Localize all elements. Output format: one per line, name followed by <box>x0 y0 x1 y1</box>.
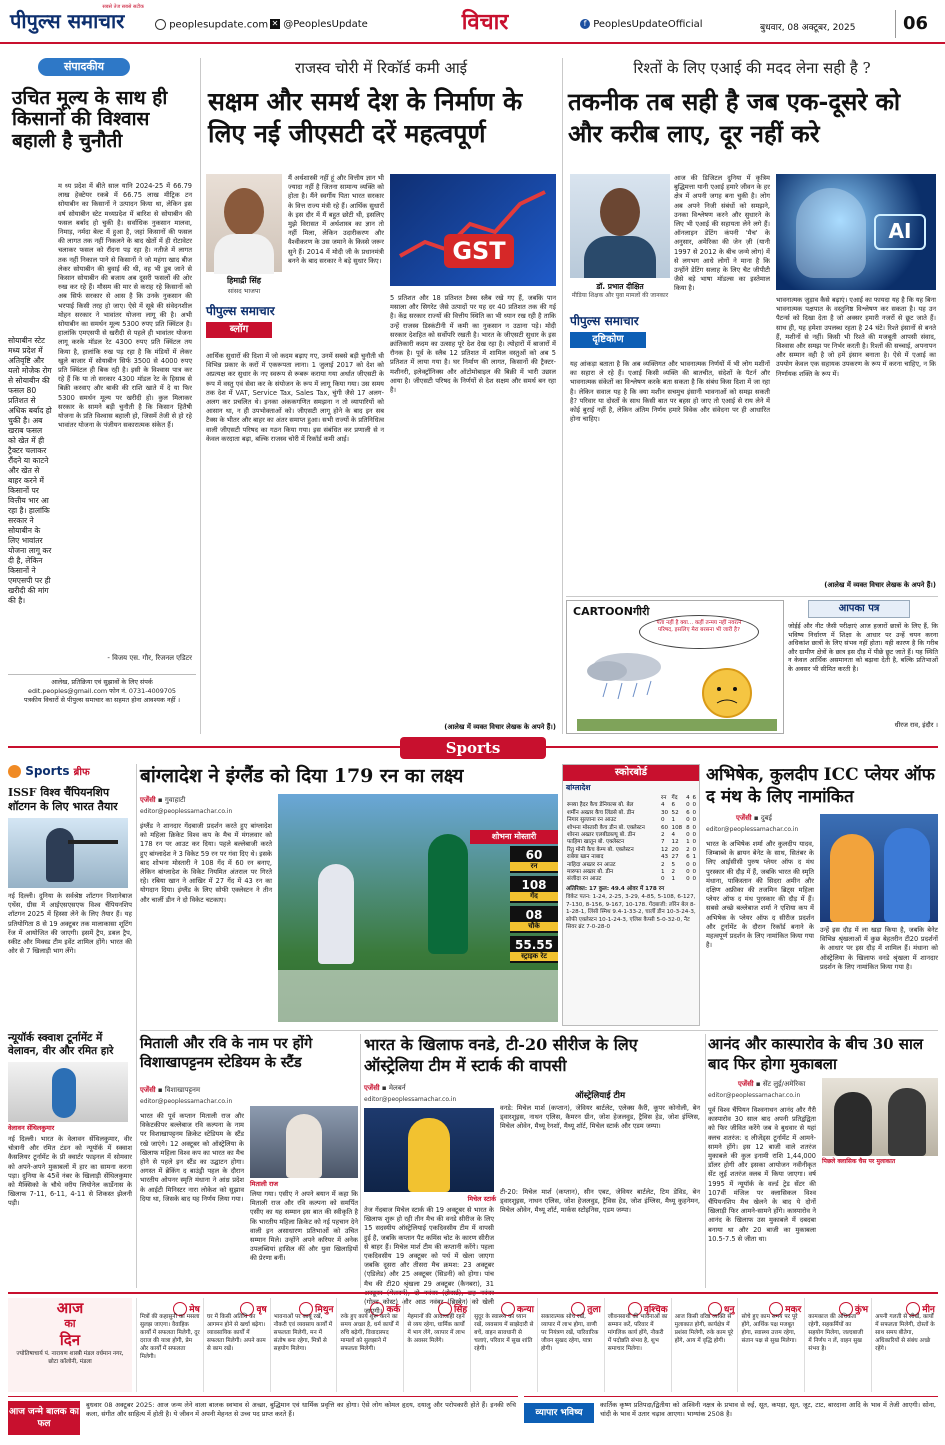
scorecard-row: राबेया खान नाबाद 43 27 6 1 <box>567 854 697 861</box>
zodiac-sign-8 <box>604 1298 671 1392</box>
letters-header: आपका पत्र <box>808 600 910 618</box>
zodiac-text: घर में किसी अतिथि का आगमन होने से खर्चा बढ़ेगा। व्यावसायिक कार्यों में सफलता मिलेगी। अपने काम से काम रखें। <box>206 1314 266 1352</box>
cartoon-title: CARTOONगीरी <box>573 605 650 618</box>
editorial-column <box>8 50 196 736</box>
starc-byline: एजेंसी ▪ मेलबर्न <box>364 1084 406 1092</box>
zodiac-sign-9 <box>671 1298 738 1392</box>
stands-byline: एजेंसी ▪ विशाखापट्टनम <box>140 1086 201 1094</box>
zodiac-text: सुदूर के स्वास्थ्य का ध्यान रखें, व्यवसाय में साझेदारी से बचें, वाहन सावधानी से चलाएं, परिवार में सुख शांति रहेगी। <box>474 1314 534 1352</box>
stat-label: गेंद <box>510 892 558 901</box>
zodiac-text: जीवनसाथी की भावनाओं का सम्मान करें, परिवार में मांगलिक कार्य होंगे, नौकरी में पदोन्नति संभव है, शुभ समाचार मिलेगा। <box>607 1314 668 1352</box>
zodiac-sign-1 <box>136 1298 203 1392</box>
zodiac-sign-12 <box>871 1298 938 1392</box>
zodiac-text: मित्रों की कहासुनी का मसला सुलझ जाएगा। वैवाहिक कार्यों में सफलता मिलेगी, दूर दराज की यात्रा होगी, प्रेम और कार्यों में सफलता मिलेगी। <box>140 1314 200 1360</box>
sports-brief-column <box>8 764 132 1288</box>
ai-graphic-text: AI <box>874 214 926 250</box>
twitter-link[interactable]: ✕ @PeoplesUpdate <box>271 19 368 30</box>
gst-kicker: राजस्व चोरी में रिकॉर्ड कमी आई <box>294 59 468 77</box>
brand-tagline: सबसे तेज सबसे सटीक <box>102 4 144 10</box>
zodiac-name: कुंभ <box>854 1305 869 1315</box>
ai-body-2: यह आंकड़ा बताता है कि अब व्यक्तिगत और भावनात्मक निर्णयों में भी लोग मशीनों का सहारा ले रहे हैं। एआई किसी व्यक्ति की बातचीत, संदेशों के पैटर्न और भावनात्मक संकेतों का विश्लेषण करके बता सकता है कि संबंध किस दिशा में जा रहा है। लेकिन सवाल यह है कि क्या मशीन सचमुच इंसानी भावनाओं को समझ सकती है? परिवार या दोस्तों के साथ किसी बात पर बहस हो जाए तो एआई से राय लेने में कोई बुराई नहीं है, लेकिन अंतिम निर्णय हमारे विवेक और संवेदना पर ही आधारित होना चाहिए। <box>570 360 770 424</box>
issue-date: बुधवार, 08 अक्टूबर, 2025 <box>760 23 856 33</box>
zodiac-name: धनु <box>723 1305 735 1315</box>
scorecard-header: स्कोरबोर्ड <box>563 765 699 781</box>
ai-author-role: मीडिया शिक्षक और युवा मामलों की जानकार <box>571 292 669 299</box>
scorecard-row: शर्मीन अख्तर कैच लिंडसे बो. डीन 30 52 6 0 <box>567 809 697 816</box>
chess-headline: आनंद और कास्पारोव के बीच 30 साल बाद फिर होगा मुकाबला <box>708 1035 924 1073</box>
stat-label: रन <box>510 862 558 871</box>
cartoon-box <box>566 600 784 734</box>
horoscope-title-box <box>8 1298 132 1392</box>
icc-body: भारत के अभिषेक शर्मा और कुलदीप यादव, जिम्बाब्वे के ब्रायन बेनेट के साथ, सितंबर के लिए आईसीसी पुरुष प्लेयर ऑफ द मंथ पुरस्कार की दौड़ में हैं, जबकि भारत की स्मृति मंधाना, पाकिस्तान की सिदरा अमीन और दक्षिण अफ्रीका की तजमिन ब्रिट्स महिला प्लेयर ऑफ द मंथ पुरस्कार की दौड़ में हैं। सबसे अच्छे बल्लेबाज शर्मा ने एशिया कप में अभिषेक के प्लेयर ऑफ द सीरीज प्रदर्शन और टूर्नामेंट के दौरान रिकॉर्ड बनाने के महत्वपूर्ण प्रदर्शन के लिए नामांकित किया गया है। <box>706 840 814 950</box>
zodiac-text: कामकाज की अधिकता रहेगी, सहकर्मियों का सहयोग मिलेगा, जल्दबाजी में निर्णय न लें, वाहन सुख संभव है। <box>808 1314 864 1352</box>
cricket-article <box>140 764 558 1026</box>
gst-author-role: सांसद भाजपा <box>227 287 261 295</box>
zodiac-name: तुला <box>587 1305 601 1315</box>
ai-column-logo <box>570 312 680 356</box>
chess-body: पूर्व विश्व चैंपियन विश्वनाथन आनंद और गैरी कास्पारोव 30 साल बाद अपनी प्रतिद्वंद्विता को फिर जीवित करेंगे जब वे बुधवार से यहां क्लच शतरंज: द लीजेंड्स टूर्नामेंट में आमने-सामने होंगे। इस 12 बाजी वाले शतरंज मुकाबले की कुल इनामी राशि 1,44,000 डॉलर होगी और इसका आयोजन नवीनीकृत सेंट लुई शतरंज क्लब में किया जाएगा। वर्ष 1995 में न्यूयॉर्क के वर्ल्ड ट्रेड सेंटर की 107वीं मंजिल पर क्लासिकल विश्व चैंपियनशिप मैच खेलने के बाद ये दोनों खिलाड़ी फिर आमने-सामने होंगे। कास्पारोव ने आनंद के खिलाफ उस मुकाबले में दबदबा बनाया था और 20 बाजी का मुकाबला 10.5-7.5 से जीता था। <box>708 1106 816 1243</box>
zodiac-text: सोचे हुए काम समय पर पूरे होंगे, आर्थिक पक्ष मजबूत होगा, स्वास्थ्य उत्तम रहेगा, संतान पक्ष से सुख मिलेगा। <box>741 1314 798 1344</box>
ai-body-1: आज की डिजिटल दुनिया में कृत्रिम बुद्धिमत्ता यानी एआई हमारे जीवन के हर क्षेत्र में अपनी जगह बना चुकी है। लोग अब अपने निजी संबंधों को समझने, उनका विश्लेषण करने और सुधारने के लिए भी एआई की सहायता लेने लगे हैं। ऑनलाइन डेटिंग कंपनी 'मैच' के अनुसार, अमेरिका की जेन ज़ी (यानी 1997 से 2012 के बीच जन्मे लोग) में से लगभग आधे लोगों ने माना है कि उन्होंने डेटिंग सलाह के लिए चैट जीपीटी जैसे बड़े भाषा मॉडल्स का इस्तेमाल किया है। <box>674 174 770 293</box>
zodiac-sign-2 <box>203 1298 270 1392</box>
letters-box <box>788 600 938 734</box>
x-icon: ✕ <box>271 19 279 28</box>
birthday-section <box>8 1396 518 1440</box>
zodiac-name: मकर <box>785 1305 802 1315</box>
stat-value: 108 <box>521 878 547 892</box>
brand-name: पीपुल्स समाचार <box>10 9 125 33</box>
brief-headline-2: न्यूयॉर्क स्क्वाश टूर्नामेंट में वेलावन, वीर और रमित हारे <box>8 1032 114 1057</box>
gst-body-3: 5 प्रतिशत और 18 प्रतिशत टैक्स स्लैब रखे गए हैं, जबकि पान मसाला और सिगरेट जैसे उत्पादों पर यह दर 40 प्रतिशत तक की गई है। केंद्र सरकार राज्यों की वित्तीय स्थिति का भी ध्यान रख रही है ताकि उन्हें राजस्व डिस्कंटीनी में कमी का नुकसान न उठाना पड़े। मोदी सरकार देशहित को सर्वोपरि रखती है। भारत के जीएसटी सुधार के इस क्रांतिकारी कदम का उत्साह पूरे देश देख रहा है। त्योहारों में बाजारों में रौनक है। पूर्व के स्लैब 12 प्रतिशत में शामिल वस्तुओं को अब 5 प्रतिशत में लाया गया है। घर निर्माण की लागत, किसानों की ट्रैक्टर-मशीनरी, इलेक्ट्रॉनिक्स और ऑटोमोबाइल की बिक्री में भारी उछाल आया है। जीएसटी परिषद के निर्णयों से देश सक्षम और समर्थ बन रहा है। <box>390 294 556 395</box>
stat-label: स्ट्राइक रेट <box>510 952 558 961</box>
stat-box <box>510 936 558 963</box>
starc-headline: भारत के खिलाफ वनडे, टी-20 सीरीज के लिए ऑस्ट्रेलिया टीम में स्टार्क की वापसी <box>364 1035 638 1075</box>
zodiac-name: कर्क <box>386 1305 401 1315</box>
zodiac-sign-11 <box>804 1298 871 1392</box>
zodiac-text: अपनी गलती से सीखें, कार्यों में सफलता मिलेगी, दोस्तों के साथ समय बीतेगा, अधिकारियों से संबंध अच्छे रहेंगे। <box>875 1314 935 1352</box>
horoscope-section <box>8 1292 938 1392</box>
stands-email[interactable]: editor@peoplessamachar.co.in <box>140 1098 233 1105</box>
brief-caption: वेलावन सेंथिलकुमार <box>8 1124 55 1132</box>
editorial-footer-email[interactable]: edit.peoples@gmail.com फोन नं. 0731-4009705 <box>28 687 176 695</box>
editorial-footer-note: आलेख, प्रतिक्रिया एवं सुझावों के लिए संपर्क <box>51 678 153 686</box>
horoscope-astrologer: ज्योतिषाचार्य पं. नारायण शास्त्री मंडल वर्धमान नगर, छोटा कॉलोनी, मंडला <box>16 1351 124 1365</box>
icc-article <box>706 764 938 1026</box>
starc-body: तेज गेंदबाज मिचेल स्टार्क की 19 अक्टूबर से भारत के खिलाफ शुरू हो रही तीन मैच की वनडे सीरीज के लिए 15 सदस्यीय ऑस्ट्रेलियाई एकदिवसीय टीम में वापसी हुई है, जबकि कप्तान पैट कमिंस चोट के कारण सीरीज से बाहर हैं। मिचेल मार्श टीम की कप्तानी करेंगे। पहला एकदिवसीय 19 अक्टूबर को पर्थ में खेला जाएगा जबकि दूसरा और तीसरा मैच क्रमश: 23 अक्टूबर (एडिलेड) और 25 अक्टूबर (सिडनी) को होगा। पांच मैच की टी20 श्रृंखला 29 अक्टूबर (कैनबरा), 31 अक्टूबर (मेलबर्न), दो नवंबर (होबार्ट), छह नवंबर (गोल्ड कोस्ट) और आठ नवंबर (ब्रिस्बेन) को खेली जाएगी। <box>364 1206 494 1316</box>
chess-article <box>708 1034 938 1288</box>
market-title: व्यापार भविष्य <box>524 1403 594 1423</box>
page-number: 06 <box>895 10 935 38</box>
gst-graphic <box>390 174 556 286</box>
brief-headline-1: ISSF विश्व चैंपियनशिप शॉटगन के लिए भारत तैयार <box>8 786 118 813</box>
zodiac-text: रुके हुए कार्य शुरू करने का समय अच्छा है, धर्म कार्यों में रुचि बढ़ेगी, विवादास्पद मामलों को सुलझाने में सफलता मिलेगी। <box>340 1314 399 1352</box>
scorecard-table <box>566 795 698 884</box>
zodiac-sign-10 <box>737 1298 804 1392</box>
sports-banner <box>400 737 546 759</box>
stat-box <box>510 876 558 903</box>
masthead <box>0 0 945 44</box>
cartoon-speech-bubble: पता नहीं है क्या... कहीं तन्मय नहीं नवरत्न परिषद, इसलिए मेरा बरसना भी जारी है? <box>639 615 759 649</box>
brief-body-1: नई दिल्ली। दुनिया के सर्वश्रेष्ठ शॉटगन निशानेबाज एथेंस, ग्रीस में आईएसएसएफ विश्व चैंपियनशिप शॉटगन 2025 में हिस्सा लेने के लिए तैयार हैं। यह प्रतियोगिता 8 से 19 अक्टूबर तक मालाकासा शूटिंग रेंज में आयोजित की जाएगी। इसमें ट्रैप, डबल ट्रैप, स्कीट और मिक्स्ड टीम इवेंट शामिल होंगे। भारत की ओर से 7 खिलाड़ी भाग लेंगे। <box>8 892 132 956</box>
zodiac-text: सकारात्मक सोच रखें, व्यापार में लाभ होगा, वाणी पर नियंत्रण रखें, पारिवारिक जीवन सुखद रहेगा, यात्रा होगी। <box>540 1314 599 1352</box>
zodiac-name: वृश्चिक <box>643 1305 668 1315</box>
cricket-headline: बांग्लादेश ने इंग्लैंड को दिया 179 रन का लक्ष्य <box>140 765 464 787</box>
brand-logo <box>10 4 150 34</box>
stats-stack <box>510 846 558 966</box>
starc-odi: वनडे: मिचेल मार्श (कप्तान), जेवियर बार्टलेट, एलेक्स कैरी, कूपर कोनोली, बेन ड्वारशुइस, नाथन एलिस, कैमरन ग्रीन, जोश हेजलवुड, ट्रैविस हेड, जोश इंग्लिस, मिचेल ओवेन, मैथ्यू रेनशॉ, मैथ्यू शॉर्ट, मिचेल स्टार्क और एडम जम्पा। <box>500 1104 700 1131</box>
chess-byline: एजेंसी ▪ सेंट लुई/अमेरिका <box>738 1080 806 1088</box>
stat-label: चौके <box>510 922 558 931</box>
ai-graphic <box>776 174 936 290</box>
scorecard <box>562 764 700 1026</box>
zodiac-name: मिथुन <box>315 1305 334 1315</box>
editorial-footer-disclaimer: पत्रकीय विचारों से पीपुल्स समाचार का सहमत होना आवश्यक नहीं । <box>24 696 180 704</box>
ai-author-photo <box>570 174 670 278</box>
icc-headline: अभिषेक, कुलदीप ICC प्लेयर ऑफ द मंथ के लिए नामांकित <box>706 765 935 807</box>
sports-brief-ball-icon <box>8 765 21 778</box>
gst-body-2: आर्थिक सुधारों की दिशा में जो कदम बढ़ाए गए, उनमें सबसे बड़ी चुनौती थी विभिन्न प्रकार के करों में एकरूपता लाना। 1 जुलाई 2017 को देश को अप्रत्यक्ष कर सुधार के नए स्वरूप से रूबरू कराया गया अर्थात जीएसटी के रूप में वस्तु एवं सेवा कर के संयोजन के रूप में लागू किया गया। उस समय तक देश में VAT, Service Tax, Sales Tax, चुंगी जैसे 17 अलग-अलग कर प्रचलित थे। इनका अंककगणित समझना न तो व्यापारियों को आसान था, न ही उपभोक्ताओं को। जीएसटी लागू होने के बाद इन सब टैक्स के भीतर और बाहर का अंतर समाप्त हुआ। सभी राज्यों के प्रतिनिधित्व वाली जीएसटी परिषद का गठन किया गया। इस संबंधित कर प्रणाली से न केवल करदाता बढ़ा, बल्कि राजस्व चोरी में रिकॉर्ड कमी आई। <box>206 352 384 443</box>
editorial-body: म ध्य प्रदेश में बीते साल यानि 2024-25 में 66.79 लाख हेक्टेयर रकबे में 66.75 लाख मीट्रिक टन सोयाबीन का किसानों ने उत्पादन किया था, लेकिन इस वर्ष सोयाबीन स्टेट मध्यप्रदेश में बारिश से सोयाबीन की फसल बर्बाद हो चुकी है। सर्वाधिक नुकसान मालवा, निमाड़, नर्मदा बेल्ट में हुआ है, जहां किसानों की फसल की लागत तक नहीं निकलने के बाद खेतों में ही रोटावेटर चलाकर फसल को रौंदना पड़ रहा है। नतीजे में लागत तक नहीं निकाल पाने से किसानों ने जो महंगा खाद बीज लेकर सोयाबीन की बुवाई की थी, वह भी डूब जाने से किसान सोयाबीन की बजाय अब दूसरी फसलों की ओर रुख कर रहे हैं। मौसम की मार से कराह रहे किसानों को अब सिर्फ सरकार से आस है कि उनके नुकसान की भरपाई किसी तरह हो जाए। ऐसे में सूबे की संवेदनशील मोहन सरकार ने भावांतर योजना लागू की है। अभी सोयाबीन का समर्थन मूल्य 5300 रुपए प्रति क्विंटल है। हालांकि एमएसपी से खरीदी से पहले ही भावांतर योजना लागू करके मॉडल रेट 4300 रुपए प्रति क्विंटल तय किया है, हालांकि रुख पड़ रहा है कि मंडियों में लेकर खुले बाजार में सोयाबीन सिर्फ 3500 से 4000 रुपए प्रति क्विंटल ही बिक रही है। इसी के विश्वास पात्र कर रहे हैं कि या तो सरकार 4300 मॉडल रेट के हिसाब से बिक्री करवाए और बाकी की राशि खाते में दे या फिर 5300 समर्थन मूल्य पर खरीदी हो। कुल मिलाकर सरकार के सामने बड़ी चुनौती है कि किसान हितैषी योजना के प्रति विश्वास बहाली हो, जिसमें तेजी से हो रहे भावांतर योजना के पंजीयन सकारात्मक संकेत हैं। <box>58 182 192 430</box>
zodiac-sign-7 <box>537 1298 604 1392</box>
zodiac-name: मेष <box>189 1305 200 1315</box>
chess-photo <box>822 1078 938 1156</box>
sports-brief-logo: Sports ब्रीफ <box>8 764 132 782</box>
ai-article <box>566 50 938 600</box>
stands-photo <box>250 1106 358 1178</box>
scorecard-row: शोरना अख्तर एलबीडब्ल्यू बो. डीन 2 4 0 0 <box>567 832 697 839</box>
website-link[interactable]: peoplesupdate.com <box>155 19 268 31</box>
zodiac-text: मेहमानों की आवाजाही रहने से व्यय रहेगा, धार्मिक कार्यों में भाग लेंगे, व्यापार में लाभ के अवसर मिलेंगे। <box>407 1314 465 1344</box>
brief-photo-2 <box>8 1062 128 1122</box>
scorecard-row: मारुफा अख्तर बो. डीन 1 2 0 0 <box>567 869 697 876</box>
ai-author-name: डॉ. प्रभात दीक्षित <box>596 282 644 291</box>
zodiac-name: कन्या <box>516 1305 534 1315</box>
scorecard-row: रूब्या हैदर कैच डेनियल्स बो. बेल 4 6 0 0 <box>567 802 697 809</box>
gst-author-name: हिमाद्री सिंह <box>226 276 261 285</box>
gst-logo-brand: पीपुल्स समाचार <box>206 304 275 318</box>
zodiac-sign-5 <box>403 1298 470 1392</box>
stat-box <box>510 846 558 873</box>
zodiac-sign-4 <box>336 1298 403 1392</box>
scorecard-row: रितु मोनी कैच केम्प बो. एक्लेस्टन 12 20 2 0 <box>567 846 697 853</box>
stat-value: 55.55 <box>515 938 553 952</box>
gst-body-1: मैं अर्थशास्त्री नहीं हूं और वित्तीय ज्ञान भी ज्यादा नहीं है जितना सामान्य व्यक्ति को होता है। मैंने स्वर्गीय पिता भारत सरकार के वित्त राज्य मंत्री रहे हैं। आर्थिक सुधारों के इस दौर में मैं बहुत छोटी थी, इसलिए मुझे विरासत में अर्थशास्त्र का ज्ञान तो नहीं मिला, लेकिन उदारीकरण और वैश्वीकरण के उस जमाने के किस्से जरूर सुने हैं। 2014 में मोदी जी के प्रधानमंत्री बनने के बाद सरकार ने बड़े सुधार किए। <box>288 174 384 265</box>
chess-caption: पिछले क्लासिक चैस पर मुलाकात <box>822 1158 896 1165</box>
editorial-headline: उचित मूल्य के साथ ही किसानों की विश्वास बहाली है चुनौती <box>12 87 168 152</box>
gst-graphic-text: GST <box>452 237 506 265</box>
ai-body-3: भावनात्मक जुड़ाव कैसे बढ़ाएं। एआई का फायदा यह है कि यह बिना भावनात्मक पक्षपात के वस्तुनिष्ठ विश्लेषण कर सकता है। यह उन पैटर्न्स को दिखा देता है जो अक्सर हमारी नजरों से छूट जाते हैं। साथ ही, यह हमेशा उपलब्ध रहता है 24 घंटे। रिश्ते इंसानों से बनते हैं, मशीनों से नहीं। किसी भी रिश्ते की मजबूती आपसी संवाद, विश्वास और समझ पर निर्भर करती है। रिश्तों की सच्चाई, अपनापन और सम्मान वही है जो हमें इंसान बनाता है। ऐसे में एआई का उपयोग केवल एक सहायक उपकरण के रूप में करना चाहिए, न कि निर्णायक शक्ति के रूप में। <box>776 296 936 378</box>
editorial-footer <box>8 674 196 720</box>
horoscope-title: आज का दिन <box>56 1299 84 1349</box>
brief-photo-1 <box>8 818 128 888</box>
scorecard-row: नाहिदा अख्तर रन आउट 2 5 0 0 <box>567 861 697 868</box>
scorecard-row: संजीदा रन आउट 0 1 0 0 <box>567 876 697 883</box>
zodiac-text: आज किसी वरिष्ठ व्यक्ति से मुलाकात होगी, कार्यक्षेत्र में प्रशंसा मिलेगी, रुके काम पूरे होंगे, आय में वृद्धि होगी। <box>674 1314 734 1344</box>
zodiac-sign-3 <box>270 1298 337 1392</box>
zodiac-grid <box>136 1298 938 1392</box>
cricket-byline: एजेंसी ▪ गुवाहाटी <box>140 796 186 804</box>
scorecard-row: फाहिमा खातून बो. एक्लेस्टन 7 12 1 0 <box>567 839 697 846</box>
stands-article <box>140 1034 358 1288</box>
scorecard-fow: विकेट पतन: 1-24, 2-25, 3-29, 4-85, 5-108, 6-127, 7-130, 8-156, 9-167, 10-178. गेंदबाजी: लॉरेन बेल 8-1-28-1, लिंसी स्मिथ 9.4-1-33-2, चार्ली डीन 10-3-24-3, सोफी एक्लेस्टन 10-1-24-3, एलिस कैप्सी 5-0-32-0, नैट सिवर ब्रंट 7-0-28-0 <box>566 894 696 930</box>
ai-kicker: रिश्तों के लिए एआई की मदद लेना सही है ? <box>633 59 871 77</box>
market-text: कार्तिक कृष्ण प्रतिपदा/द्वितीया को अश्विनी नक्षत्र के प्रभाव से रुई, सूत, कपड़ा, सूत, जूट, टाट, बारदाना आदि के भाव में तेजी आएगी। सोना, चांदी के भाव में उतार चढ़ाव आएगा। भाग्यांक 2508 है। <box>600 1401 936 1418</box>
starc-team-head: ऑस्ट्रेलियाई टीम <box>574 1091 626 1101</box>
stands-body-2: लिया गया। एसीए ने अपने बयान में कहा कि मिताली राज और रवि कल्पना को समर्पित एसीए का यह सम्मान इस बात की स्वीकृति है कि भारतीय महिला क्रिकेट को नई पहचान देने वाली इन असाधारण प्रतिभाओं को उचित सम्मान मिले। उन्होंने अपने करियर में अनेक उपलब्धियां हासिल कीं और युवा खिलाड़ियों की प्रेरणा बनीं। <box>250 1190 358 1263</box>
facebook-link[interactable]: f PeoplesUpdateOfficial <box>580 19 703 30</box>
globe-icon <box>155 19 166 30</box>
section-title: विचार <box>461 9 509 35</box>
zodiac-name: मीन <box>922 1305 935 1315</box>
gst-headline: सक्षम और समर्थ देश के निर्माण के लिए नई जीएसटी दरें महत्वपूर्ण <box>208 87 523 148</box>
sports-banner-label: Sports <box>445 739 501 757</box>
cricket-email[interactable]: editor@peoplessamachar.co.in <box>140 808 233 815</box>
chess-email[interactable]: editor@peoplessamachar.co.in <box>708 1092 801 1099</box>
zodiac-name: वृष <box>256 1305 267 1315</box>
cricket-stats-graphic <box>491 830 558 1016</box>
editorial-signoff: - विजय एस. गौर, रिजनल एडिटर <box>107 654 192 662</box>
ai-logo-brand: पीपुल्स समाचार <box>570 314 639 328</box>
letters-body: जोईई और नीट जैसी परीक्षाएं आज हजारों छात्रों के लिए हैं, कि भविष्य निर्धारण में शिक्षा के आधार पर उन्हें चयन करना अधिकांश छात्रों के लिए संभव नहीं होता। यही कारण है कि गरीब और ग्रामीण क्षेत्रों के छात्र इस दौड़ में पीछे छूट जाते हैं। यह स्थिति न केवल आर्थिक असमानता को बढ़ावा देती है, बल्कि प्रतिभाओं के अवसर भी सीमित करती है। <box>788 622 938 673</box>
icc-byline: एजेंसी ▪ दुबई <box>736 814 772 822</box>
zodiac-text: भावनाओं पर काबू रखें, नौकरी एवं व्यवसाय कार्यों में सफलता मिलेगी, मन में संतोष बना रहेगा, मित्रों से सहयोग मिलेगा। <box>273 1314 333 1352</box>
brief-body-2: नई दिल्ली। भारत के वेलावन सेंथिलकुमार, वीर चोत्रानी और रमित टंडन को न्यूयॉर्क में स्क्वाश कैसलियर टूर्नामेंट के प्री क्वार्टर फाइनल में सोमवार को अपने-अपने मुकाबलों में हार का सामना करना पड़ा। दुनिया के 45वें नंबर के खिलाड़ी सेंथिलकुमार को मैक्सिको के चौथे वरीय लियोनेल कार्डेनास के खिलाफ 7-11, 6-11, 4-11 से शिकस्त झेलनी पड़ी। <box>8 1135 132 1208</box>
editorial-badge: संपादकीय <box>38 58 130 76</box>
gst-column-logo <box>206 302 316 346</box>
zodiac-name: सिंह <box>453 1305 468 1315</box>
ai-headline: तकनीक तब सही है जब एक-दूसरे को और करीब लाए, दूर नहीं करे <box>568 87 901 148</box>
gst-signoff: (आलेख में व्यक्त विचार लेखक के अपने हैं।) <box>444 723 556 731</box>
stat-box <box>510 906 558 933</box>
letters-signoff: धीरज राव, इंदौर । <box>894 721 938 729</box>
cartoon-illustration <box>567 645 785 735</box>
editorial-side-quote: सोयाबीन स्टेट मध्य प्रदेश में अतिवृष्टि और यलो मोजेक रोग से सोयाबीन की फसल 80 प्रतिशत से अधिक बर्बाद हो चुकी है। अब खराब फसल को खेत में ही ट्रैक्टर चलाकर रौंदने या काटने और खेत से बाहर करने में किसानों पर वित्तीय भार आ रहा है। हालांकि सरकार ने सोयाबीन के लिए भावांतर योजना लागू कर दी है, लेकिन किसानों ने एमएसपी पर ही खरीदी की मांग की है। <box>8 336 52 605</box>
stat-value: 60 <box>525 848 543 862</box>
starc-email[interactable]: editor@peoplessamachar.co.in <box>364 1096 457 1103</box>
starc-t20: टी-20: मिचेल मार्श (कप्तान), सीन एबट, जेवियर बार्टलेट, टिम डेविड, बेन ड्वारशुइस, नाथन एलिस, जोश हेजलवुड, ट्रैविस हेड, जोश इंग्लिस, मैथ्यू कुहनेमन, मिचेल ओवेन, मैथ्यू शॉर्ट, मार्कस स्टोइनिस, एडम जम्पा। <box>500 1188 700 1215</box>
starc-photo <box>364 1108 494 1192</box>
ai-signoff: (आलेख में व्यक्त विचार लेखक के अपने हैं।) <box>824 581 936 589</box>
market-section <box>524 1396 938 1440</box>
facebook-icon: f <box>580 19 590 29</box>
birthday-title: आज जन्मे बालक का फल <box>8 1401 80 1435</box>
scorecard-col-header: रन गेंद 4 6 <box>661 795 697 801</box>
icc-email[interactable]: editor@peoplessamachar.co.in <box>706 826 799 833</box>
zodiac-sign-6 <box>470 1298 537 1392</box>
scorecard-row: निगार सुल्ताना रन आउट 0 1 0 0 <box>567 817 697 824</box>
scorecard-extras: अतिरिक्त: 17 कुल: 49.4 ओवर में 178 रन <box>566 885 665 892</box>
birthday-text: बुधवार 08 अक्टूबर 2025: आज जन्म लेने वाला बालक स्वभाव से अच्छा, बुद्धिमान एवं धार्मिक प्रवृत्ति का होगा। ऐसे लोग कोमल हृदय, दयालु और परोपकारी होते हैं। इनकी रुचि कला, संगीत और साहित्य में होती है। ये जीवन में अपनी मेहनत से उच्च पद प्राप्त करते हैं। <box>86 1401 516 1418</box>
icc-photo <box>820 814 938 922</box>
stat-value: 08 <box>525 908 543 922</box>
gst-column-label: ब्लॉग <box>206 322 272 338</box>
scorecard-row: शोभना मोस्तारी कैच डीन बो. एक्लेस्टन 60 108 8 0 <box>567 824 697 831</box>
stands-headline: मिताली और रवि के नाम पर होंगे विशाखापट्टनम स्टेडियम के स्टैंड <box>140 1035 313 1071</box>
stats-player-name: शोभना मोस्तारी <box>470 830 558 844</box>
starc-caption: मिचेल स्टार्क <box>467 1195 496 1203</box>
gst-chart-icon <box>390 174 556 286</box>
ai-column-label: दृष्टिकोण <box>570 332 646 348</box>
stands-body: भारत की पूर्व कप्तान मिताली राज और विकेटकीपर बल्लेबाज रवि कल्पना के नाम पर विशाखापट्टनम क्रिकेट स्टेडियम के स्टैंड रखे जाएंगे। 12 अक्टूबर को ऑस्ट्रेलिया के खिलाफ महिला विश्व कप का भारत का मैच होने से पहले इन स्टैंड का उद्घाटन होगा। अगस्त में ब्रेकिंग द बाउंड्री पहल के दौरान भारतीय ओपनर स्मृति मंधाना ने आंध्र प्रदेश के आईटी मिनिस्टर नारा लोकेश को सुझाव दिया था, जिसके बाद यह निर्णय लिया गया। <box>140 1112 244 1203</box>
stands-caption: मिताली राज <box>250 1180 278 1188</box>
icc-body-2: उन्हें इस दौड़ में ला खड़ा किया है, जबकि बेनेट विभिन्न श्रृंखलाओं में कुछ बेहतरीन टी20 प्रदर्शनों के आधार पर इस दौड़ में शामिल हैं। मंधाना को ऑस्ट्रेलिया के खिलाफ वनडे श्रृंखला में शानदार प्रदर्शन के लिए नामांकित किया गया है। <box>820 926 938 971</box>
scorecard-team: बांग्लादेश <box>566 783 591 792</box>
gst-article <box>204 50 558 736</box>
cricket-body: इंग्लैंड ने शानदार गेंदबाजी प्रदर्शन करते हुए बांग्लादेश को महिला क्रिकेट विश्व कप के मैच में मंगलवार को 178 रन पर आउट कर दिया। पहले बल्लेबाजी करते हुए बांग्लादेश ने 3 विकेट 59 रन पर गंवा दिए थे। इसके बाद शोभना मोस्तारी ने 108 गेंद में 60 रन बनाए, लेकिन बांग्लादेश के विकेट नियमित अंतराल पर गिरते रहे। रबिया खान ने आखिर में 27 गेंद में 43 रन का योगदान दिया। इंग्लैंड के लिए सोफी एक्लेस्टन ने तीन और चार्ली डीन ने दो विकेट चटकाए। <box>140 822 272 904</box>
gst-author-photo <box>206 174 282 272</box>
